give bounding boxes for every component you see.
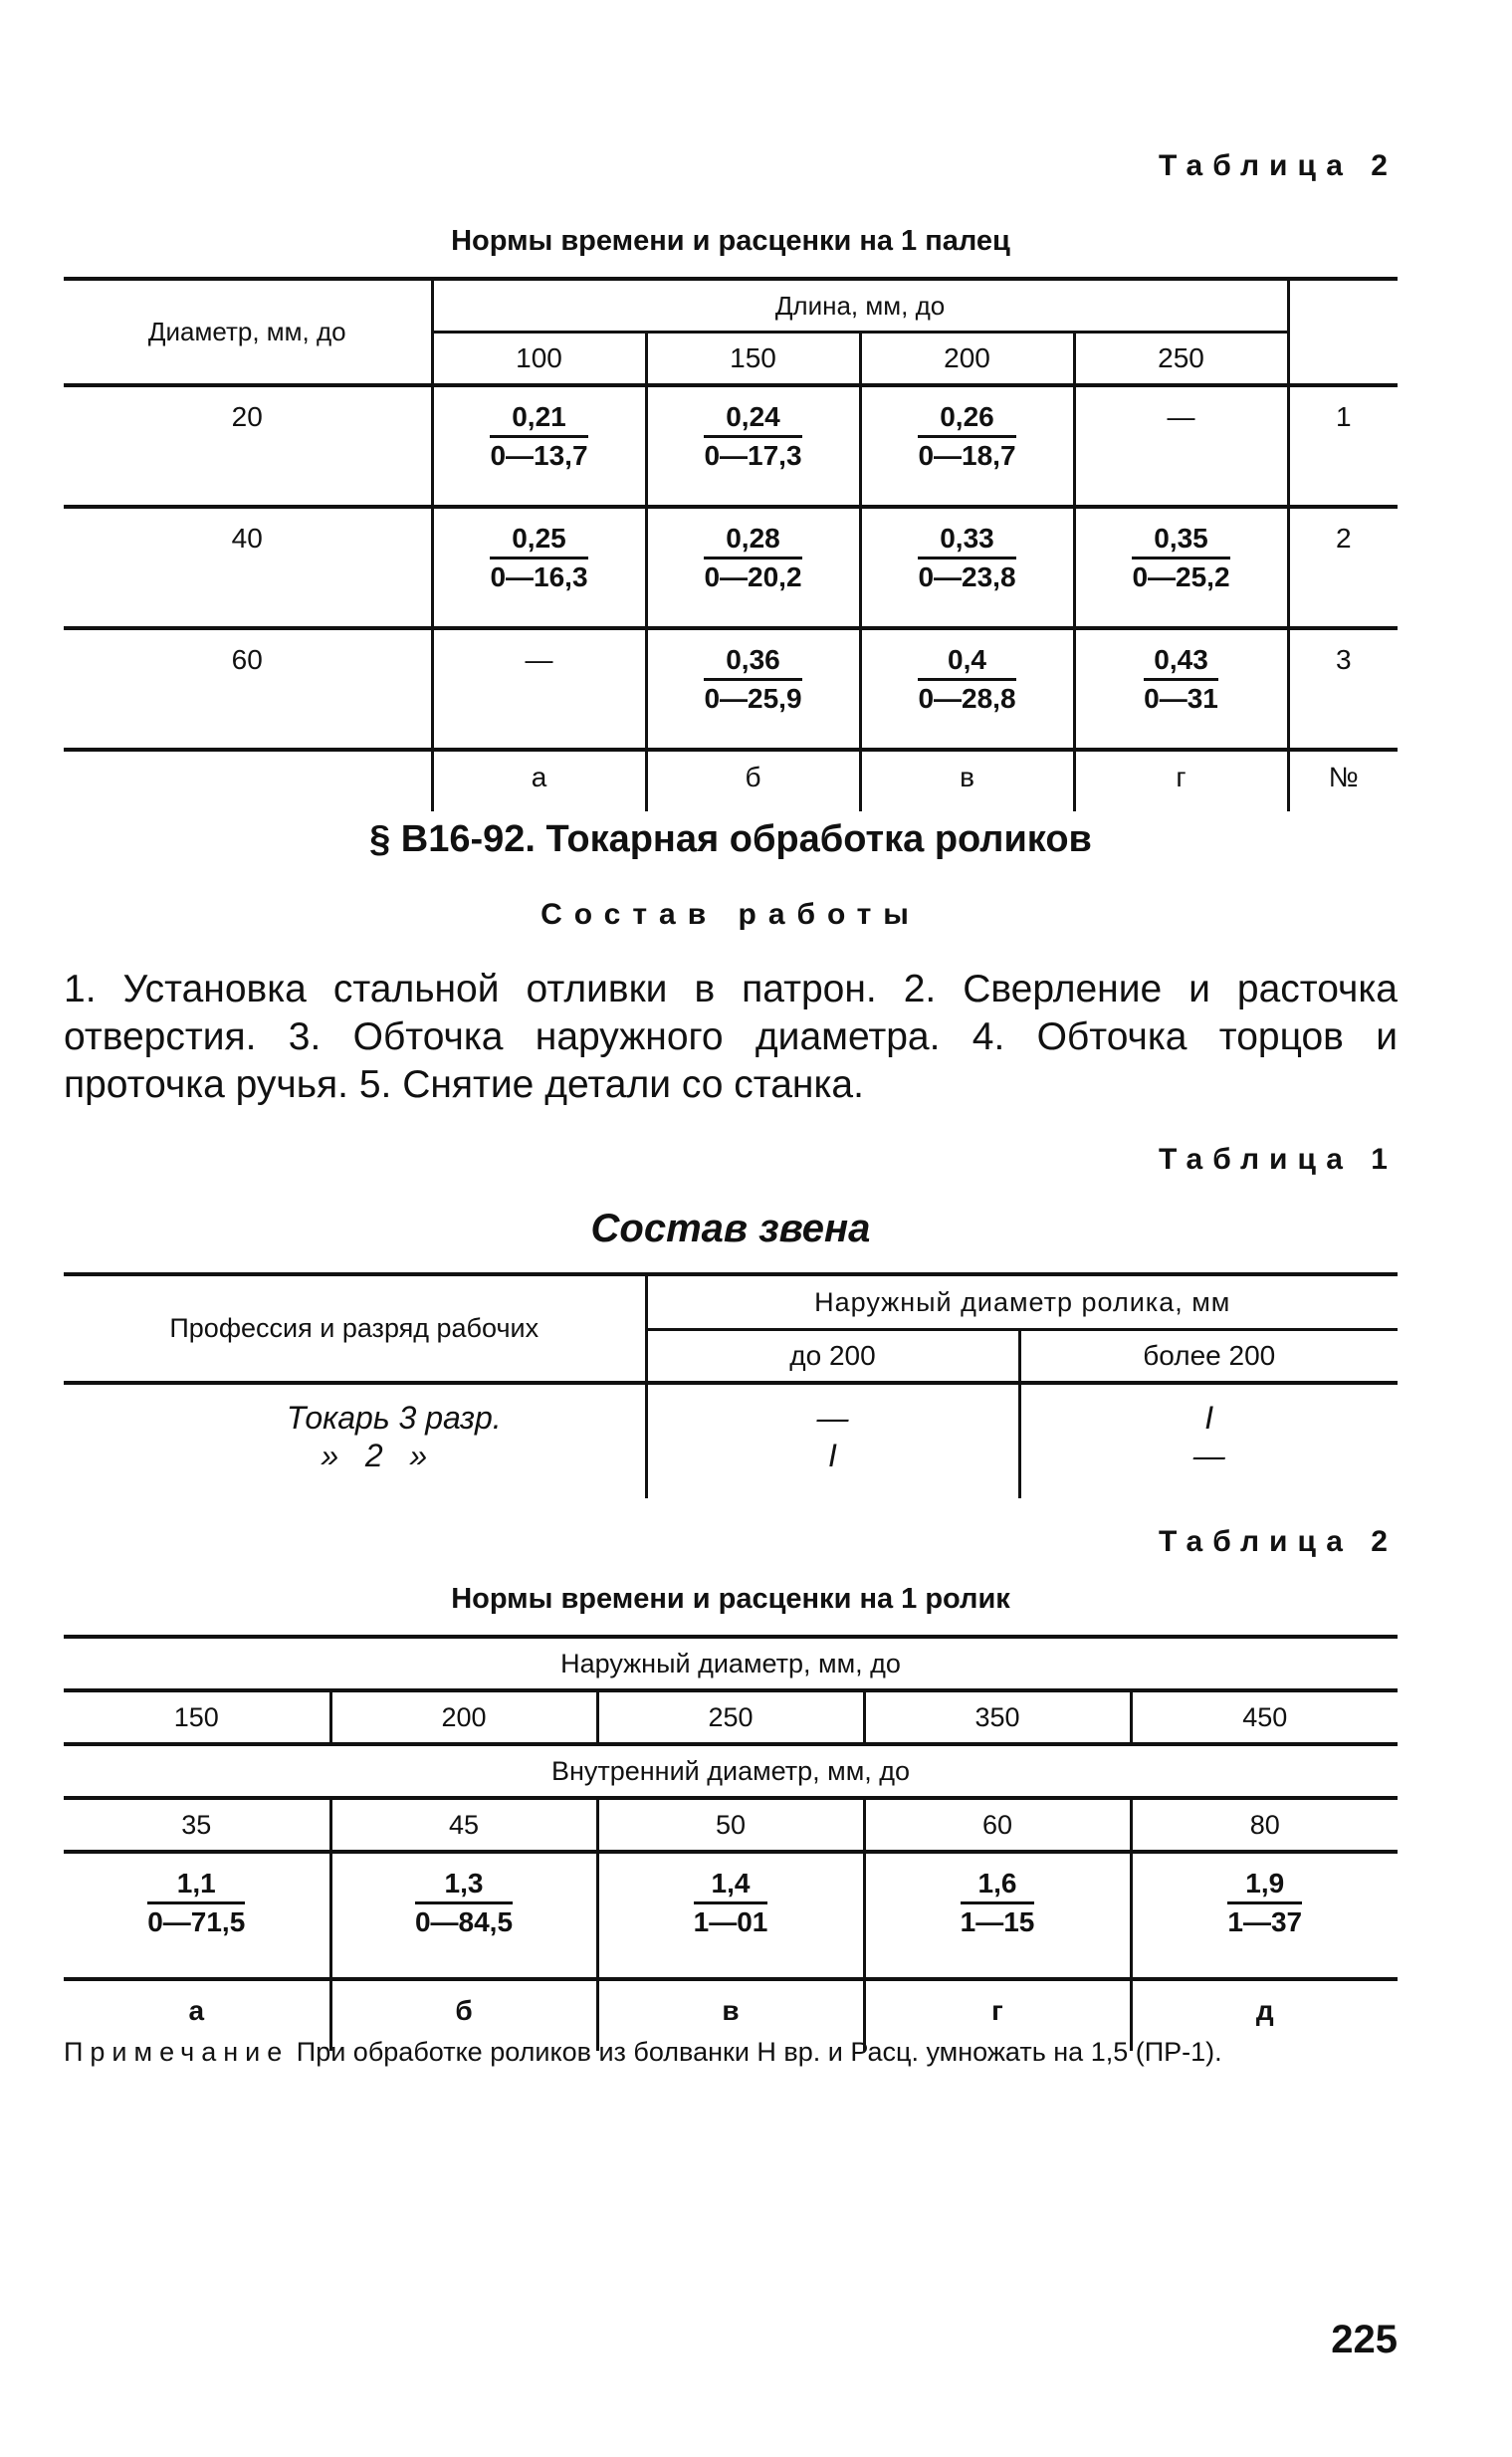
rate-value: 0—17,3	[704, 440, 802, 471]
table-b-col2	[1019, 1383, 1398, 1498]
table-c-outer-value: 150	[64, 1690, 330, 1744]
table-row	[64, 750, 1398, 811]
table-a-cell	[646, 628, 860, 750]
rate-value: 0—13,7	[490, 440, 588, 471]
table-a-num-header	[1288, 279, 1398, 385]
rate-value: 0—31	[1144, 683, 1218, 714]
table-a-length-150: 150	[646, 333, 860, 386]
table-c	[64, 1635, 1398, 2051]
rate-value: 0—23,8	[918, 561, 1016, 592]
table-a-cell	[1074, 507, 1288, 628]
table-a-footer-empty	[64, 750, 432, 811]
table-row	[64, 628, 1398, 750]
table-a-label: Таблица 2	[1158, 149, 1398, 182]
table-a-footer: б	[646, 750, 860, 811]
rate-value: 0—28,8	[918, 683, 1016, 714]
table-a-footer: г	[1074, 750, 1288, 811]
table-a-row-num: 1	[1288, 385, 1398, 507]
table-a-length-250: 250	[1074, 333, 1288, 386]
table-c-outer-value: 350	[864, 1690, 1131, 1744]
rate-value: 1—01	[693, 1906, 768, 1937]
table-c-inner-value: 60	[864, 1798, 1131, 1852]
table-a	[64, 277, 1398, 811]
note	[64, 2033, 1398, 2071]
table-c-cell	[864, 1852, 1131, 1979]
norm-value: 1,6	[961, 1868, 1035, 1904]
table-a-cell	[860, 628, 1074, 750]
table-row	[64, 1852, 1398, 1979]
norm-value: 0,26	[918, 401, 1015, 438]
table-a-diameter-header: Диаметр, мм, до	[64, 279, 432, 385]
table-b-professions	[64, 1383, 646, 1498]
table-c-label: Таблица 2	[1158, 1525, 1398, 1558]
table-row	[64, 385, 1398, 507]
norm-value: 0,28	[704, 523, 801, 559]
norm-value: 0,36	[704, 644, 801, 681]
rate-value: 0—25,2	[1132, 561, 1230, 592]
table-row	[64, 1383, 1398, 1498]
table-a-cell	[432, 507, 646, 628]
table-row	[64, 507, 1398, 628]
rate-value: 0—84,5	[414, 1906, 514, 1937]
norm-value: 0,43	[1144, 644, 1218, 681]
table-a-cell	[1074, 628, 1288, 750]
table-c-cell	[1131, 1852, 1398, 1979]
table-b-subcol: более 200	[1019, 1330, 1398, 1384]
table-c-title: Нормы времени и расценки на 1 ролик	[451, 1583, 1010, 1615]
table-c-cell	[597, 1852, 864, 1979]
note-text: При обработке роликов из болванки Н вр. и Расц. умножать на 1,5 (ПР-1).	[296, 2037, 1222, 2067]
norm-value: 0,33	[918, 523, 1015, 559]
norm-value: 0,35	[1132, 523, 1229, 559]
work-heading: Состав работы	[540, 898, 921, 931]
rate-value: 0—16,3	[490, 561, 588, 592]
table-a-diameter: 20	[64, 385, 432, 507]
table-a-footer: а	[432, 750, 646, 811]
norm-value: 1,3	[415, 1868, 513, 1904]
rate-value: 1—37	[1227, 1906, 1303, 1937]
value-line: —	[1192, 1438, 1225, 1473]
table-c-footer: д	[1131, 1979, 1398, 2051]
table-a-title: Нормы времени и расценки на 1 палец	[451, 225, 1010, 257]
rate-value: 1—15	[960, 1906, 1035, 1937]
table-a-length-100: 100	[432, 333, 646, 386]
table-a-cell	[860, 385, 1074, 507]
table-c-outer-value: 250	[597, 1690, 864, 1744]
table-b-profession-header: Профессия и разряд рабочих	[64, 1274, 646, 1383]
table-a-cell	[432, 385, 646, 507]
table-c-footer: б	[330, 1979, 597, 2051]
table-a-footer: в	[860, 750, 1074, 811]
table-c-cell	[64, 1852, 330, 1979]
table-c-footer: г	[864, 1979, 1131, 2051]
table-c-inner-header: Внутренний диаметр, мм, до	[64, 1744, 1398, 1798]
value-line: I	[828, 1438, 837, 1473]
norm-value: 1,1	[147, 1868, 245, 1904]
table-c-footer: а	[64, 1979, 330, 2051]
table-a-cell	[646, 385, 860, 507]
table-c-outer-value: 450	[1131, 1690, 1398, 1744]
table-a-diameter: 40	[64, 507, 432, 628]
table-b	[64, 1272, 1398, 1498]
rate-value: 0—20,2	[704, 561, 802, 592]
page-number: 225	[1331, 2318, 1398, 2361]
table-a-length-200: 200	[860, 333, 1074, 386]
norm-value: 0,24	[704, 401, 801, 438]
table-c-outer-header: Наружный диаметр, мм, до	[64, 1637, 1398, 1690]
table-b-title: Состав звена	[590, 1207, 871, 1250]
table-a-cell	[860, 507, 1074, 628]
table-b-subcol: до 200	[646, 1330, 1019, 1384]
table-a-cell-dash: —	[432, 628, 646, 750]
norm-value: 0,4	[918, 644, 1015, 681]
section-title: § В16-92. Токарная обработка роликов	[369, 818, 1092, 860]
table-b-col1	[646, 1383, 1019, 1498]
table-c-inner-value: 45	[330, 1798, 597, 1852]
profession-line: » 2 »	[321, 1438, 428, 1473]
rate-value: 0—71,5	[147, 1906, 246, 1937]
value-line: —	[816, 1400, 849, 1436]
table-a-length-header: Длина, мм, до	[432, 279, 1288, 333]
note-label: Примечание	[64, 2037, 290, 2067]
table-a-cell-dash: —	[1074, 385, 1288, 507]
rate-value: 0—18,7	[918, 440, 1016, 471]
norm-value: 1,4	[694, 1868, 768, 1904]
rate-value: 0—25,9	[704, 683, 802, 714]
norm-value: 0,21	[490, 401, 587, 438]
page	[64, 0, 1398, 2457]
value-line: I	[1204, 1400, 1214, 1436]
work-text: 1. Установка стальной отливки в патрон. 2. Сверление и расточка отверстия. 3. Обточка наружного диаметра. 4. Обточка торцов и проточка ручья. 5. Снятие детали со станка.	[64, 968, 1398, 1106]
table-a-row-num: 3	[1288, 628, 1398, 750]
table-b-label: Таблица 1	[1158, 1143, 1398, 1176]
table-a-footer: №	[1288, 750, 1398, 811]
table-c-inner-value: 80	[1131, 1798, 1398, 1852]
table-a-row-num: 2	[1288, 507, 1398, 628]
table-c-inner-value: 50	[597, 1798, 864, 1852]
table-c-inner-value: 35	[64, 1798, 330, 1852]
table-c-footer: в	[597, 1979, 864, 2051]
table-a-cell	[646, 507, 860, 628]
norm-value: 0,25	[490, 523, 587, 559]
table-c-cell	[330, 1852, 597, 1979]
profession-line: Токарь 3 разр.	[286, 1400, 502, 1436]
norm-value: 1,9	[1227, 1868, 1302, 1904]
table-a-diameter: 60	[64, 628, 432, 750]
table-c-outer-value: 200	[330, 1690, 597, 1744]
table-b-outer-header: Наружный диаметр ролика, мм	[646, 1274, 1398, 1330]
